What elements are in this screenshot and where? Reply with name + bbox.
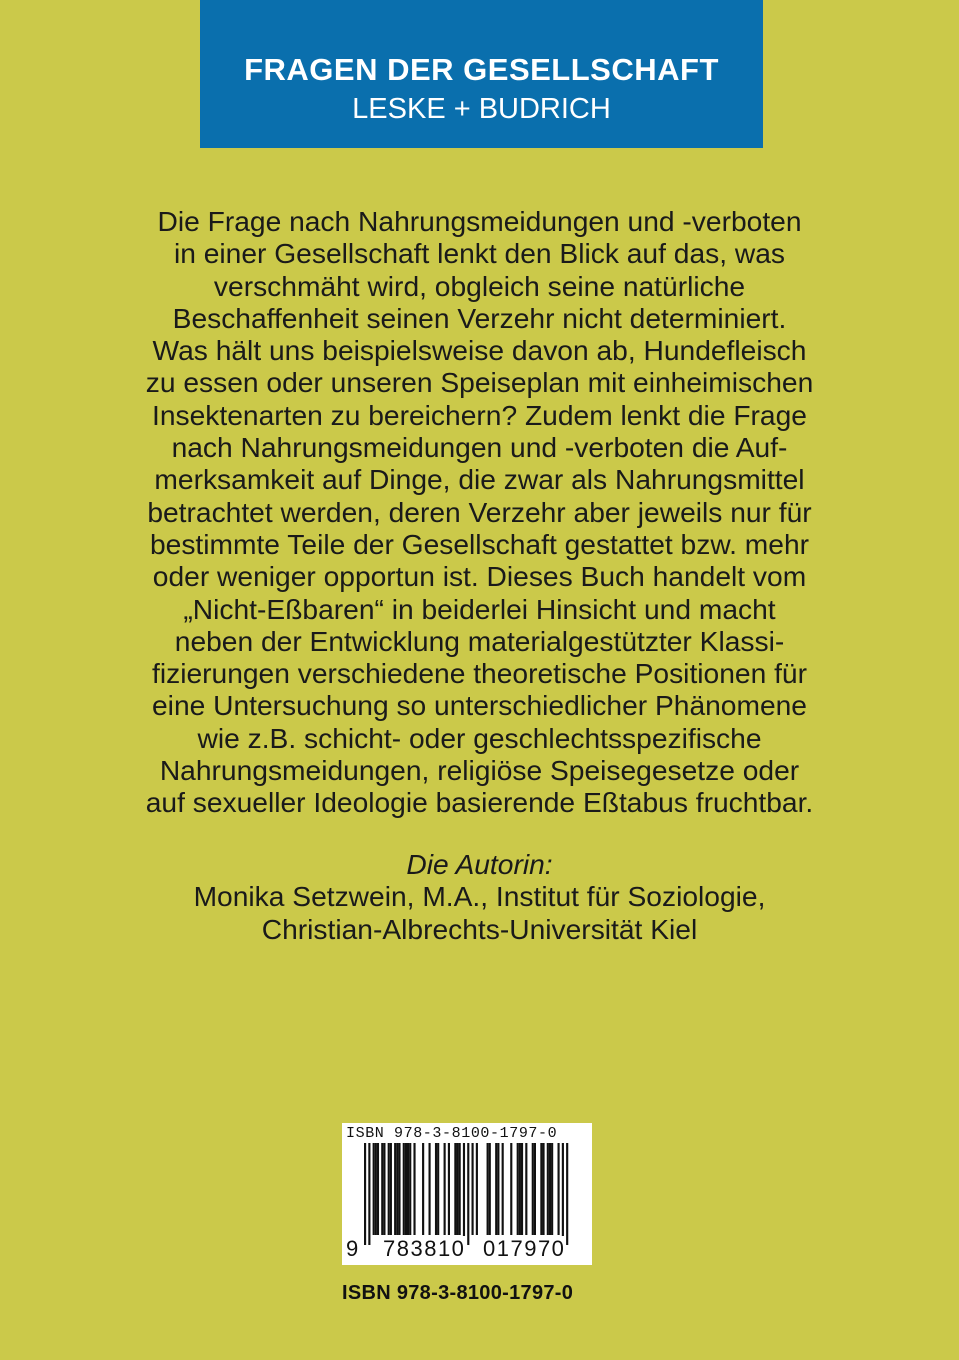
blurb-line: eine Untersuchung so unterschiedlicher Phänomene	[152, 689, 807, 722]
barcode-bar	[549, 1143, 551, 1235]
barcode-bar	[489, 1143, 491, 1235]
barcode-bar	[394, 1143, 396, 1235]
barcode-bar	[454, 1143, 456, 1235]
publisher-name: LESKE + BUDRICH	[352, 93, 611, 125]
barcode-bar	[562, 1143, 564, 1245]
barcode-bar	[558, 1143, 560, 1235]
barcode-bar	[459, 1143, 461, 1235]
barcode-bar	[467, 1143, 469, 1245]
barcode-bar	[551, 1143, 553, 1235]
barcode-bar	[405, 1143, 407, 1235]
barcode-bar	[403, 1143, 405, 1235]
blurb-line: wie z.B. schicht- oder geschlechtsspezifische	[197, 721, 762, 754]
author-block	[92, 848, 867, 945]
series-banner	[200, 0, 763, 148]
barcode-bar	[534, 1143, 536, 1235]
barcode-bar	[547, 1143, 549, 1235]
barcode-bar	[396, 1143, 398, 1235]
barcode-bar	[495, 1143, 497, 1235]
barcode-bar	[456, 1143, 458, 1235]
barcode-digit-group-1: 783810	[383, 1236, 466, 1261]
barcode-bar	[519, 1143, 521, 1235]
barcode-bar	[487, 1143, 489, 1235]
barcode-bar	[497, 1143, 499, 1235]
barcode-bar	[381, 1143, 383, 1235]
barcode-bar	[435, 1143, 437, 1235]
blurb-line: auf sexueller Ideologie basierende Eßtabus fruchtbar.	[145, 786, 814, 819]
barcode-bar	[532, 1143, 534, 1235]
barcode-bar	[472, 1143, 474, 1235]
barcode-bar	[429, 1143, 431, 1235]
barcode-bar	[383, 1143, 385, 1235]
barcode-digit-group-2: 017970	[483, 1236, 566, 1261]
series-title: FRAGEN DER GESELLSCHAFT	[244, 52, 719, 87]
barcode-bar	[377, 1143, 379, 1235]
barcode-bar	[390, 1143, 392, 1235]
blurb-line: Beschaffenheit seinen Verzehr nicht determiniert.	[172, 301, 787, 334]
barcode-bar	[444, 1143, 446, 1235]
barcode-bar	[542, 1143, 544, 1235]
blurb-line: Was hält uns beispielsweise davon ab, Hundefleisch	[152, 334, 807, 367]
blurb-line: bestimmte Teile der Gesellschaft gestattet bzw. mehr	[149, 527, 810, 560]
blurb-line: betrachtet werden, deren Verzehr aber jeweils nur für	[147, 495, 812, 528]
barcode-bar	[448, 1143, 450, 1235]
barcode-bar	[422, 1143, 424, 1235]
blurb-line: zu essen oder unseren Speiseplan mit einheimischen	[145, 366, 814, 399]
isbn-barcode	[342, 1123, 592, 1265]
barcode-bar	[398, 1143, 400, 1235]
blurb-line: Die Frage nach Nahrungsmeidungen und -verboten	[157, 205, 802, 237]
barcode-bar	[463, 1143, 465, 1245]
blurb-line: fizierungen verschiedene theoretische Positionen für	[152, 657, 807, 690]
barcode-isbn-text: ISBN 978-3-8100-1797-0	[346, 1125, 558, 1142]
blurb-line: neben der Entwicklung materialgestützter Klassi-	[174, 624, 785, 657]
barcode-digits	[342, 1236, 592, 1260]
blurb-line: in einer Gesellschaft lenkt den Blick auf das, was	[173, 237, 786, 270]
barcode-bar	[368, 1143, 370, 1245]
blurb-line: verschmäht wird, obgleich seine natürliche	[213, 269, 746, 302]
barcode-bar	[437, 1143, 439, 1235]
barcode-bar	[517, 1143, 519, 1235]
blurb-line: merksamkeit auf Dinge, die zwar als Nahrungsmittel	[154, 463, 805, 496]
author-heading: Die Autorin:	[406, 848, 553, 880]
barcode-bar	[502, 1143, 504, 1235]
barcode-bar	[409, 1143, 411, 1235]
blurb-line: „Nicht-Eßbaren“ in beiderlei Hinsicht und macht	[183, 592, 776, 625]
barcode-bar	[540, 1143, 542, 1235]
barcode-bar	[364, 1143, 366, 1245]
barcode-bar	[476, 1143, 478, 1235]
barcode-bar	[521, 1143, 523, 1235]
blurb-line: nach Nahrungsmeidungen und -verboten die Auf-	[171, 431, 788, 464]
barcode-digit-first: 9	[346, 1236, 359, 1261]
blurb-line: oder weniger opportun ist. Dieses Buch handelt vom	[152, 560, 807, 593]
barcode-bar	[510, 1143, 512, 1235]
author-name-line: Monika Setzwein, M.A., Institut für Soziologie,	[193, 880, 766, 913]
barcode-bar	[375, 1143, 377, 1235]
author-affiliation-line: Christian-Albrechts-Universität Kiel	[261, 912, 698, 945]
barcode-bar	[373, 1143, 375, 1235]
barcode-bar	[525, 1143, 527, 1235]
barcode-bar	[566, 1143, 568, 1245]
isbn-number: ISBN 978-3-8100-1797-0	[342, 1282, 574, 1304]
barcode-bar	[388, 1143, 390, 1235]
blurb-line: Nahrungsmeidungen, religiöse Speisegesetze oder	[159, 754, 800, 787]
barcode-bar	[413, 1143, 415, 1235]
blurb-line: Insektenarten zu bereichern? Zudem lenkt die Frage	[152, 398, 807, 431]
blurb-text	[92, 205, 867, 819]
barcode-bar	[407, 1143, 409, 1235]
